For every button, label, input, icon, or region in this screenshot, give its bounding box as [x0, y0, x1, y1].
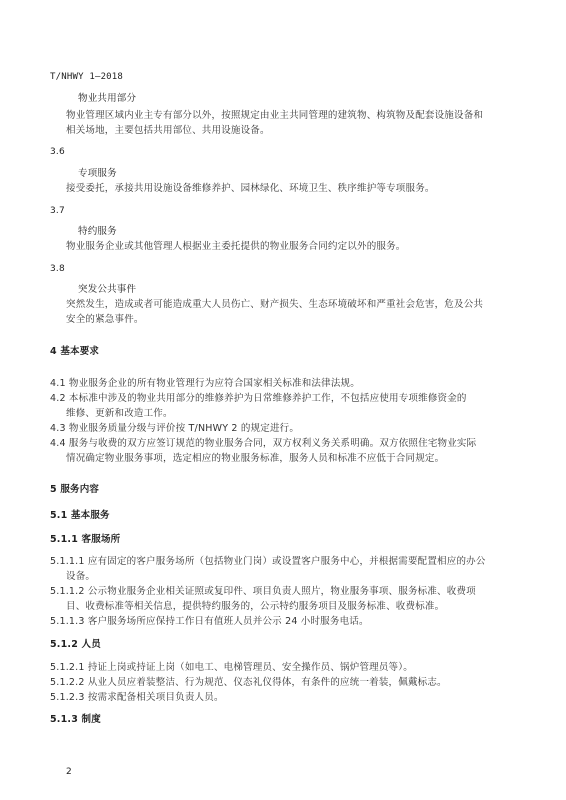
term-3-6-def-line-1: 接受委托，承接共用设施设备维修养护、园林绿化、环境卫生、秩序维护等专项服务。: [66, 183, 435, 194]
item-4-2-cont: 维修、更新和改造工作。: [66, 408, 173, 419]
section-5-1-1-heading: 5.1.1 客服场所: [50, 534, 121, 545]
item-5-1-1-2: 5.1.1.2 公示物业服务企业相关证照或复印件、项目负责人照片，物业服务事项、服务标准、收费项: [50, 586, 476, 597]
item-5-1-1-2-cont: 目、收费标准等相关信息，提供特约服务的，公示特约服务项目及服务标准、收费标准。: [66, 601, 445, 612]
doc-code: T/NHWY 1—2018: [50, 72, 124, 82]
item-4-3: 4.3 物业服务质量分级与评价按 T/NHWY 2 的规定进行。: [50, 423, 300, 434]
item-5-1-1-3: 5.1.1.3 客户服务场所应保持工作日有值班人员并公示 24 小时服务电话。: [50, 616, 369, 627]
item-5-1-2-3: 5.1.2.3 按需求配备相关项目负责人员。: [50, 692, 224, 703]
item-5-1-1-1-cont: 设备。: [66, 571, 96, 582]
section-4-heading: 4 基本要求: [50, 346, 100, 357]
item-4-1: 4.1 物业服务企业的所有物业管理行为应符合国家相关标准和法律法规。: [50, 378, 360, 389]
term-3-5-title: 物业共用部分: [78, 93, 137, 104]
term-3-7-def-line-1: 物业服务企业或其他管理人根据业主委托提供的物业服务合同约定以外的服务。: [66, 241, 406, 252]
item-5-1-2-2: 5.1.2.2 从业人员应着装整洁、行为规范、仪态礼仪得体，有条件的应统一着装，佩戴标志。: [50, 677, 447, 688]
item-4-4-cont: 情况确定物业服务事项，选定相应的物业服务标准，服务人员和标准不应低于合同规定。: [66, 453, 445, 464]
section-5-1-heading: 5.1 基本服务: [50, 510, 110, 521]
term-3-5-def-line-2: 相关场地，主要包括共用部位、共用设施设备。: [66, 125, 270, 136]
term-3-7-number: 3.7: [50, 206, 65, 216]
term-3-6-number: 3.6: [50, 147, 65, 157]
term-3-7-title: 特约服务: [78, 226, 117, 237]
item-5-1-2-1: 5.1.2.1 持证上岗或持证上岗（如电工、电梯管理员、安全操作员、锅炉管理员等）。: [50, 662, 413, 673]
term-3-5-def-line-1: 物业管理区域内业主专有部分以外，按照规定由业主共同管理的建筑物、构筑物及配套设施设备和: [66, 110, 484, 121]
item-4-4: 4.4 服务与收费的双方应签订规范的物业服务合同，双方权利义务关系明确。双方依照住宅物业实际: [50, 438, 477, 449]
item-5-1-1-1: 5.1.1.1 应有固定的客户服务场所（包括物业门岗）或设置客户服务中心，并根据需要配置相应的办公: [50, 556, 486, 567]
section-5-heading: 5 服务内容: [50, 484, 100, 495]
section-5-1-2-heading: 5.1.2 人员: [50, 639, 101, 650]
item-4-2: 4.2 本标准中涉及的物业共用部分的维修养护为日常维修养护工作，不包括应使用专项维修资金的: [50, 393, 467, 404]
term-3-8-def-line-1: 突然发生，造成或者可能造成重大人员伤亡、财产损失、生态环境破坏和严重社会危害，危及公共: [66, 299, 484, 310]
term-3-8-def-line-2: 安全的紧急事件。: [66, 314, 144, 325]
term-3-8-number: 3.8: [50, 264, 65, 274]
page-number: 2: [66, 767, 72, 777]
term-3-6-title: 专项服务: [78, 168, 117, 179]
term-3-8-title: 突发公共事件: [78, 284, 137, 295]
section-5-1-3-heading: 5.1.3 制度: [50, 714, 101, 725]
